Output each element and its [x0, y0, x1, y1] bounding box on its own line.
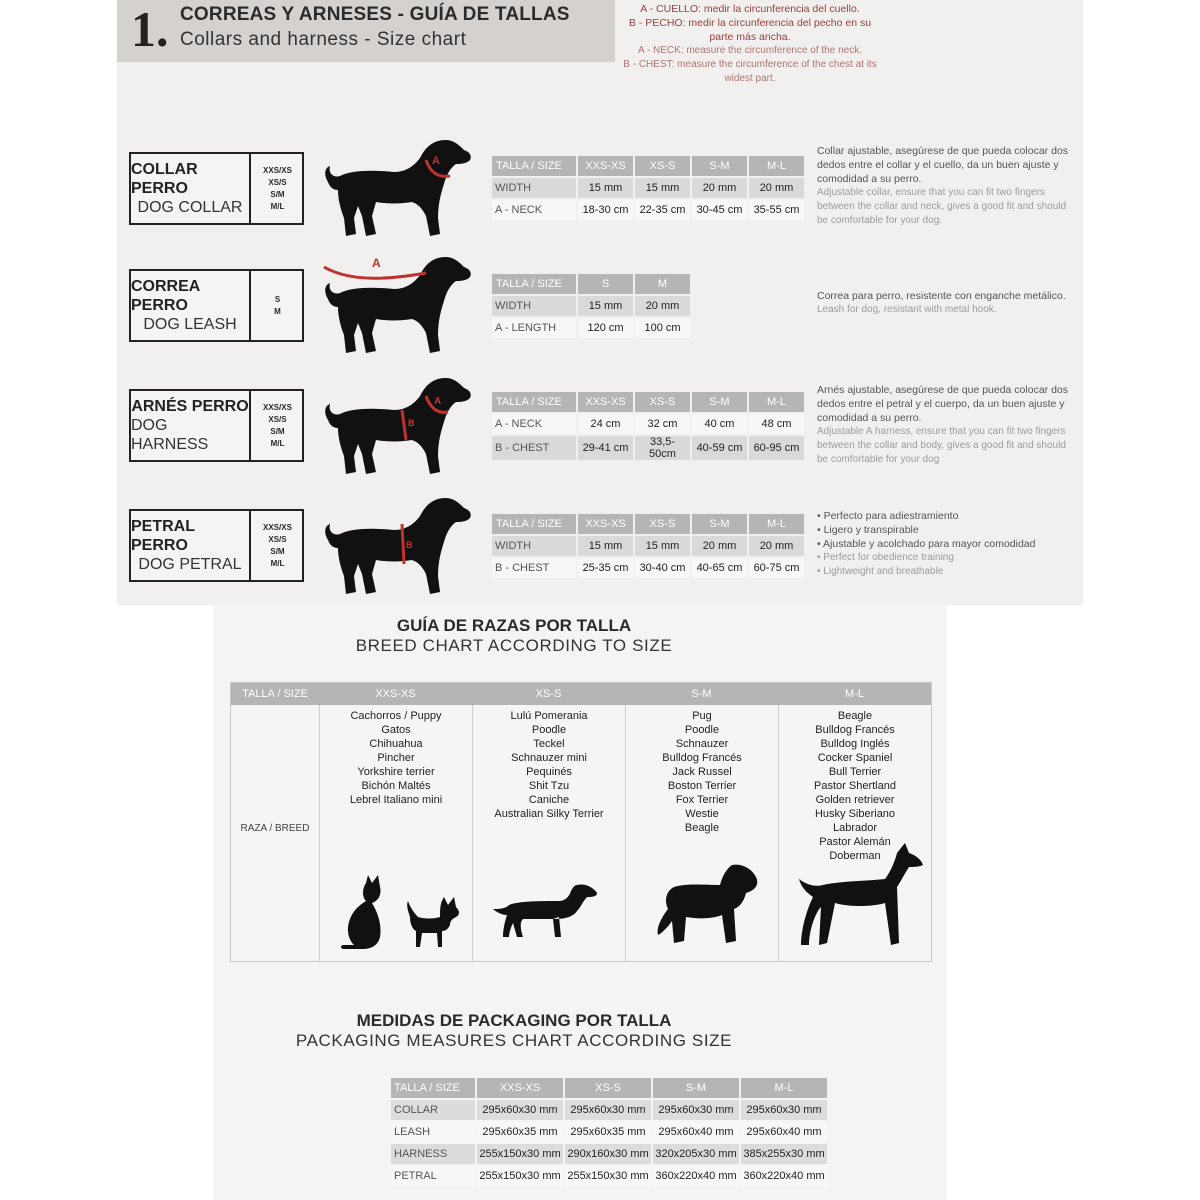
table-cell: 320x205x30 mm [653, 1144, 739, 1164]
table-cell: 33,5-50cm [635, 436, 690, 460]
bullet-en: • Lightweight and breathable [817, 566, 944, 577]
table-cell: 290x160x30 mm [565, 1144, 651, 1164]
schnauzer-icon [654, 863, 760, 947]
product-box-harness [129, 389, 304, 462]
packaging-title-es: MEDIDAS DE PACKAGING POR TALLA [356, 1011, 672, 1030]
dog-silhouette [325, 140, 471, 236]
table-head-cell: S-M [692, 392, 747, 412]
table-cell: 20 mm [692, 178, 747, 198]
breed-head-label: TALLA / SIZE [242, 688, 308, 700]
table-cell: 295x60x40 mm [741, 1122, 827, 1142]
table-cell: 255x150x30 mm [477, 1166, 563, 1186]
list-item: Bulldog Inglés [820, 738, 890, 750]
table-cell: 295x60x35 mm [477, 1122, 563, 1142]
note-chest-es: B - PECHO: medir la circunferencia del pecho en su parte más ancha. [628, 17, 872, 43]
table-cell: 20 mm [635, 296, 690, 316]
size-label: XS/S [268, 414, 287, 424]
table-head-cell: M [635, 274, 690, 294]
breed-column-xs-s [472, 705, 625, 961]
doberman-icon [797, 841, 927, 949]
size-label: XXS/XS [263, 522, 292, 532]
table-row [492, 200, 804, 220]
list-item: Bull Terrier [828, 766, 882, 778]
table-cell: 255x150x30 mm [565, 1166, 651, 1186]
size-label: S/M [270, 426, 285, 436]
breed-head-size: S-M [691, 688, 712, 700]
list-item: Poodle [531, 724, 567, 736]
product-name [131, 511, 251, 580]
table-row [391, 1100, 827, 1120]
product-name-es: ARNÉS PERRO [131, 398, 249, 415]
table-cell: 32 cm [635, 414, 690, 434]
table-row [492, 436, 804, 460]
list-item: Australian Silky Terrier [494, 808, 604, 820]
product-name [131, 154, 251, 223]
dog-petral-icon [322, 494, 474, 598]
table-head-cell: S-M [653, 1078, 739, 1098]
breed-list [473, 709, 625, 821]
table-cell: 15 mm [578, 536, 633, 556]
table-cell: WIDTH [492, 296, 576, 316]
product-sizes [253, 271, 302, 340]
description-es: Correa para perro, resistente con enganche metálico. [817, 290, 1066, 302]
product-sizes [253, 511, 302, 580]
list-item: Teckel [533, 738, 565, 750]
table-cell: A - NECK [492, 200, 576, 220]
table-cell: 100 cm [635, 318, 690, 338]
size-label: XS/S [268, 177, 287, 187]
table-head-cell: XXS-XS [578, 392, 633, 412]
marker-a: A [434, 396, 442, 407]
size-label: XXS/XS [263, 402, 292, 412]
table-cell: 20 mm [692, 536, 747, 556]
product-description-collar [817, 144, 1079, 228]
table-header-row [492, 514, 804, 534]
table-row [391, 1166, 827, 1186]
table-head-cell: TALLA / SIZE [492, 156, 576, 176]
list-item: Yorkshire terrier [357, 766, 435, 778]
breed-list [779, 709, 931, 863]
table-head-cell: TALLA / SIZE [492, 514, 576, 534]
marker-a: A [372, 256, 381, 270]
table-header-row [391, 1078, 827, 1098]
table-cell: 20 mm [749, 536, 804, 556]
table-head-cell: M-L [741, 1078, 827, 1098]
size-label: S/M [270, 189, 285, 199]
product-name-es: PETRAL PERRO [131, 518, 195, 554]
table-row [391, 1144, 827, 1164]
list-item: Pequinés [526, 766, 572, 778]
table-head-cell: TALLA / SIZE [492, 392, 576, 412]
list-item: Bulldog Francés [662, 752, 742, 764]
table-cell: 15 mm [578, 178, 633, 198]
petral-chest-strap [402, 524, 404, 564]
list-item: Pincher [377, 752, 415, 764]
table-cell: 30-40 cm [635, 558, 690, 578]
note-chest-en: B - CHEST: measure the circumference of the chest at its widest part. [623, 59, 877, 84]
table-cell: PETRAL [391, 1166, 475, 1186]
table-cell: 295x60x30 mm [477, 1100, 563, 1120]
size-label: M/L [270, 201, 285, 211]
packaging-section-title [213, 1011, 989, 1051]
page-subtitle: Collars and harness - Size chart [180, 29, 467, 50]
description-en: Adjustable collar, ensure that you can fit two fingers between the collar and neck, gives a good fit and should be comfortable for your dog. [817, 187, 1067, 226]
table-cell: 385x255x30 mm [741, 1144, 827, 1164]
table-cell: 360x220x40 mm [741, 1166, 827, 1186]
dachshund-icon [493, 881, 599, 941]
table-cell: 22-35 cm [635, 200, 690, 220]
table-cell: 295x60x30 mm [741, 1100, 827, 1120]
packaging-title-en: PACKAGING MEASURES CHART ACCORDING SIZE [295, 1031, 733, 1050]
size-label: S/M [270, 546, 285, 556]
list-item: Beagle [837, 710, 873, 722]
breed-title-es: GUÍA DE RAZAS POR TALLA [396, 616, 632, 635]
measure-notes [620, 2, 880, 86]
table-cell: 24 cm [578, 414, 633, 434]
breed-head-size: XS-S [535, 688, 562, 700]
table-cell: 40-59 cm [692, 436, 747, 460]
table-cell: 20 mm [749, 178, 804, 198]
table-cell: 295x60x40 mm [653, 1122, 739, 1142]
table-head-cell: XXS-XS [477, 1078, 563, 1098]
dog-silhouette [325, 378, 471, 474]
size-label: M [274, 306, 281, 316]
product-description-harness [817, 383, 1079, 467]
packaging-table [389, 1076, 829, 1188]
product-name [131, 391, 251, 460]
product-name [131, 271, 251, 340]
dog-silhouette [325, 498, 471, 594]
table-cell: 40 cm [692, 414, 747, 434]
size-label: M/L [270, 558, 285, 568]
table-cell: A - NECK [492, 414, 576, 434]
size-label: XXS/XS [263, 165, 292, 175]
table-cell: 360x220x40 mm [653, 1166, 739, 1186]
table-header-row [492, 274, 690, 294]
breed-section-title [213, 616, 989, 656]
bullet-es: • Ajustable y acolchado para mayor comodidad [817, 538, 1036, 550]
dog-collar-icon [322, 136, 474, 240]
table-row [492, 536, 804, 556]
product-sizes [253, 391, 302, 460]
list-item: Golden retriever [815, 794, 895, 806]
table-header-row [492, 156, 804, 176]
list-item: Jack Russel [672, 766, 732, 778]
product-box-collar [129, 152, 304, 225]
list-item: Fox Terrier [675, 794, 729, 806]
list-item: Labrador [832, 822, 878, 834]
list-item: Pug [692, 710, 712, 722]
table-head-cell: XXS-XS [578, 514, 633, 534]
table-row [492, 178, 804, 198]
table-cell: B - CHEST [492, 436, 576, 460]
page-title: CORREAS Y ARNESES - GUÍA DE TALLAS [180, 4, 570, 25]
table-head-cell: XS-S [635, 156, 690, 176]
size-table-collar [490, 154, 806, 222]
product-name-es: COLLAR PERRO [131, 161, 198, 197]
list-item: Husky Siberiano [814, 808, 896, 820]
table-head-cell: XXS-XS [578, 156, 633, 176]
breed-head-size: M-L [845, 688, 864, 700]
table-cell: WIDTH [492, 178, 576, 198]
table-cell: COLLAR [391, 1100, 475, 1120]
note-neck-es: A - CUELLO: medir la circunferencia del cuello. [640, 3, 860, 15]
breed-column-s-m [625, 705, 778, 961]
table-cell: 15 mm [635, 178, 690, 198]
bullet-es: • Ligero y transpirable [817, 524, 919, 536]
table-cell: 120 cm [578, 318, 633, 338]
table-cell: 35-55 cm [749, 200, 804, 220]
marker-b: B [408, 418, 415, 428]
breed-head-size: XXS-XS [375, 688, 416, 700]
bullet-en: • Perfect for obedience training [817, 552, 954, 563]
list-item: Cocker Spaniel [817, 752, 893, 764]
product-name-es: CORREA PERRO [131, 278, 200, 314]
list-item: Boston Terrier [667, 780, 737, 792]
breed-column-m-l [778, 705, 931, 961]
table-head-cell: S-M [692, 514, 747, 534]
table-cell: 15 mm [578, 296, 633, 316]
list-item: Beagle [684, 822, 720, 834]
table-head-cell: TALLA / SIZE [391, 1078, 475, 1098]
table-cell: 18-30 cm [578, 200, 633, 220]
product-name-en: DOG HARNESS [131, 417, 209, 453]
table-row [492, 318, 690, 338]
size-label: XS/S [268, 534, 287, 544]
product-description-leash [817, 289, 1079, 317]
table-cell: 15 mm [635, 536, 690, 556]
description-en: Leash for dog, resistant with metal hook. [817, 304, 997, 315]
table-cell: 295x60x35 mm [565, 1122, 651, 1142]
marker-b: B [406, 540, 413, 550]
product-name-en: DOG PETRAL [138, 556, 242, 573]
marker-a: A [432, 155, 440, 167]
list-item: Poodle [684, 724, 720, 736]
list-item: Schnauzer [675, 738, 729, 750]
product-box-leash [129, 269, 304, 342]
table-cell: 29-41 cm [578, 436, 633, 460]
bullet-es: • Perfecto para adiestramiento [817, 510, 959, 522]
cat-icon [338, 873, 386, 951]
table-cell: 255x150x30 mm [477, 1144, 563, 1164]
list-item: Gatos [381, 724, 411, 736]
table-head-cell: XS-S [635, 514, 690, 534]
table-head-cell: S-M [692, 156, 747, 176]
list-item: Lulú Pomerania [510, 710, 588, 722]
note-neck-en: A - NECK: measure the circumference of the neck. [638, 45, 862, 56]
list-item: Pastor Alemán [819, 836, 891, 848]
list-item: Caniche [528, 794, 570, 806]
table-row [492, 296, 690, 316]
list-item: Westie [685, 808, 719, 820]
size-table-petral [490, 512, 806, 580]
list-item: Pastor Shertland [814, 780, 896, 792]
table-head-cell: M-L [749, 514, 804, 534]
table-row [492, 558, 804, 578]
breed-title-en: BREED CHART ACCORDING TO SIZE [355, 636, 673, 655]
product-sizes [253, 154, 302, 223]
size-table-harness [490, 390, 806, 462]
description-es: Arnés ajustable, asegúrese de que pueda colocar dos dedos entre el petral y el cuerpo, da un buen ajuste y comodidad a su perro. [817, 384, 1069, 424]
list-item: Doberman [829, 850, 881, 862]
table-cell: WIDTH [492, 536, 576, 556]
breed-list [320, 709, 472, 807]
product-name-en: DOG LEASH [143, 316, 237, 333]
table-head-cell: XS-S [565, 1078, 651, 1098]
breed-table-header [231, 683, 931, 705]
table-cell: HARNESS [391, 1144, 475, 1164]
table-cell: 40-65 cm [692, 558, 747, 578]
description-en: Adjustable A harness, ensure that you can fit two fingers between the collar and body, gives a good fit and should be comfortable for your dog [817, 426, 1066, 465]
table-cell: 60-95 cm [749, 436, 804, 460]
table-cell: B - CHEST [492, 558, 576, 578]
size-label: M/L [270, 438, 285, 448]
list-item: Shit Tzu [528, 780, 570, 792]
list-item: Schnauzer mini [511, 752, 587, 764]
list-item: Bichón Maltés [361, 780, 431, 792]
chihuahua-icon [404, 895, 462, 951]
product-name-en: DOG COLLAR [137, 199, 243, 216]
table-cell: 25-35 cm [578, 558, 633, 578]
table-cell: LEASH [391, 1122, 475, 1142]
table-row [492, 414, 804, 434]
description-es: Collar ajustable, asegúrese de que pueda colocar dos dedos entre el collar y el cuello, da un buen ajuste y comodidad a su perro. [817, 145, 1069, 185]
table-cell: 30-45 cm [692, 200, 747, 220]
product-box-petral [129, 509, 304, 582]
dog-silhouette [325, 257, 471, 353]
list-item: Cachorros / Puppy [350, 710, 442, 722]
breed-table [230, 682, 932, 962]
table-cell: A - LENGTH [492, 318, 576, 338]
table-row [391, 1122, 827, 1142]
size-table-leash [490, 272, 692, 340]
breed-list [626, 709, 778, 835]
table-head-cell: XS-S [635, 392, 690, 412]
list-item: Lebrel Italiano mini [349, 794, 443, 806]
table-cell: 295x60x30 mm [653, 1100, 739, 1120]
size-label: S [274, 294, 281, 304]
table-head-cell: S [578, 274, 633, 294]
section-number: 1. [131, 1, 169, 57]
table-cell: 60-75 cm [749, 558, 804, 578]
list-item: Bulldog Francés [815, 724, 895, 736]
dog-leash-icon [322, 253, 474, 357]
list-item: Chihuahua [369, 738, 423, 750]
table-cell: 48 cm [749, 414, 804, 434]
dog-harness-icon [322, 374, 474, 478]
table-cell: 295x60x30 mm [565, 1100, 651, 1120]
table-head-cell: M-L [749, 392, 804, 412]
table-head-cell: TALLA / SIZE [492, 274, 576, 294]
breed-row-label: RAZA / BREED [240, 823, 310, 834]
product-description-petral [817, 509, 1079, 579]
breed-column-xxs-xs [319, 705, 472, 961]
table-head-cell: M-L [749, 156, 804, 176]
table-header-row [492, 392, 804, 412]
